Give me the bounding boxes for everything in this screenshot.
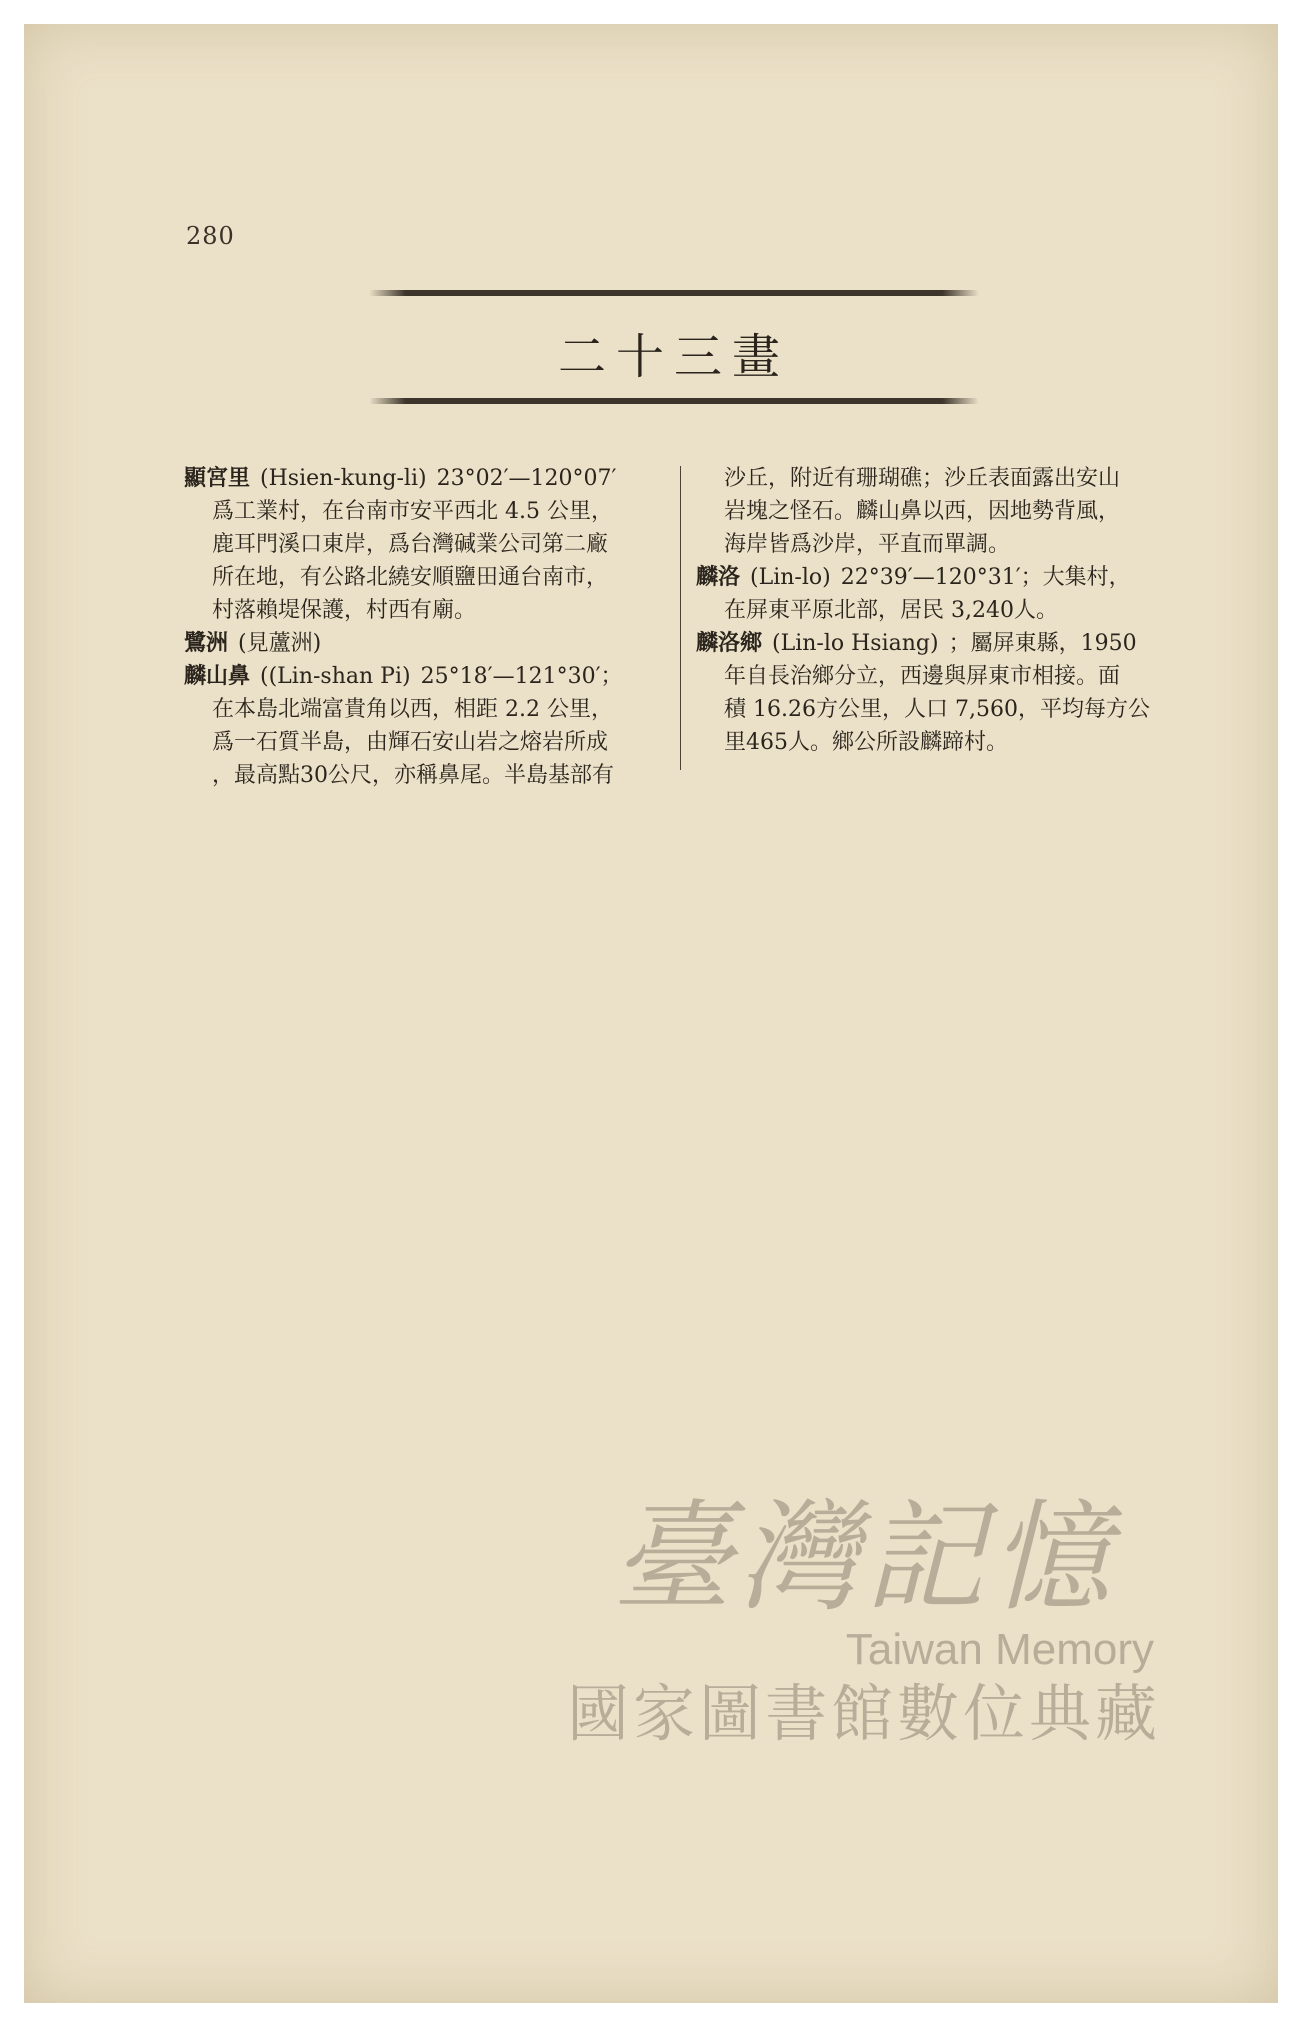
entry-romanization: (Lin-lo Hsiang) bbox=[772, 631, 939, 656]
entry-text: ，最高點30公尺，亦稱鼻尾。半島基部有 bbox=[212, 763, 614, 788]
entry-text: 沙丘，附近有珊瑚礁；沙丘表面露出安山 bbox=[724, 466, 1121, 491]
entry-romanization: (Hsien-kung-li) bbox=[260, 466, 427, 491]
scanned-page bbox=[24, 24, 1278, 2003]
right-column bbox=[696, 462, 1194, 759]
entry-lin-lo bbox=[696, 561, 1194, 627]
entry-text: 海岸皆爲沙岸，平直而單調。 bbox=[724, 532, 1011, 557]
entry-text: 年自長治鄉分立，西邊與屏東市相接。面 bbox=[724, 664, 1121, 689]
entry-romanization: ((Lin-shan Pi) bbox=[260, 664, 411, 689]
entry-headword: 麟山鼻 bbox=[184, 663, 251, 689]
taiwan-memory-watermark bbox=[544, 1489, 1184, 1754]
watermark-chinese: 國家圖書館數位典藏 bbox=[566, 1680, 1161, 1749]
entry-text: 里465人。鄉公所設麟蹄村。 bbox=[724, 730, 1008, 755]
entry-text: 22°39′—120°31′；大集村， bbox=[840, 565, 1131, 590]
entry-text: 在屏東平原北部，居民 3,240人。 bbox=[724, 598, 1058, 623]
entry-text: 23°02′—120°07′ bbox=[436, 466, 617, 491]
title-rule-top bbox=[369, 290, 979, 296]
entry-text: 村落賴堤保護，村西有廟。 bbox=[212, 598, 477, 623]
entry-headword: 麟洛 bbox=[696, 564, 741, 590]
entry-hsien-kung-li bbox=[184, 462, 664, 627]
entry-text: 所在地，有公路北繞安順鹽田通台南市， bbox=[212, 565, 609, 590]
entry-romanization: (見蘆洲) bbox=[238, 631, 322, 656]
left-column bbox=[184, 462, 664, 792]
watermark-logo: 臺灣記憶 bbox=[612, 1489, 1116, 1628]
entry-text: 爲工業村，在台南市安平西北 4.5 公里， bbox=[212, 499, 613, 524]
entry-text: 爲一石質半島，由輝石安山岩之熔岩所成 bbox=[212, 730, 609, 755]
entry-text: ；屬屏東縣，1950 bbox=[948, 631, 1137, 656]
entry-headword: 鷺洲 bbox=[184, 630, 229, 656]
entry-romanization: (Lin-lo) bbox=[750, 565, 831, 590]
entry-headword: 顯宮里 bbox=[184, 465, 251, 491]
section-title: 二十三畫 bbox=[557, 329, 790, 385]
entry-lin-shan-pi bbox=[184, 660, 664, 792]
entry-text: 25°18′—121°30′； bbox=[420, 664, 623, 689]
page-number: 280 bbox=[186, 222, 235, 250]
entry-text: 在本島北端富貴角以西，相距 2.2 公里， bbox=[212, 697, 613, 722]
watermark-english: Taiwan Memory bbox=[845, 1625, 1154, 1674]
entry-continuation bbox=[696, 462, 1194, 561]
entry-text: 鹿耳門溪口東岸，爲台灣碱業公司第二廠 bbox=[212, 532, 609, 557]
column-divider bbox=[680, 466, 681, 770]
title-rule-bottom bbox=[369, 398, 979, 404]
entry-luzhou bbox=[184, 627, 664, 660]
entry-lin-lo-hsiang bbox=[696, 627, 1194, 759]
entry-text: 積 16.26方公里，人口 7,560，平均每方公 bbox=[724, 697, 1150, 722]
entry-headword: 麟洛鄉 bbox=[696, 630, 763, 656]
entry-text: 岩塊之怪石。麟山鼻以西，因地勢背風， bbox=[724, 499, 1121, 524]
